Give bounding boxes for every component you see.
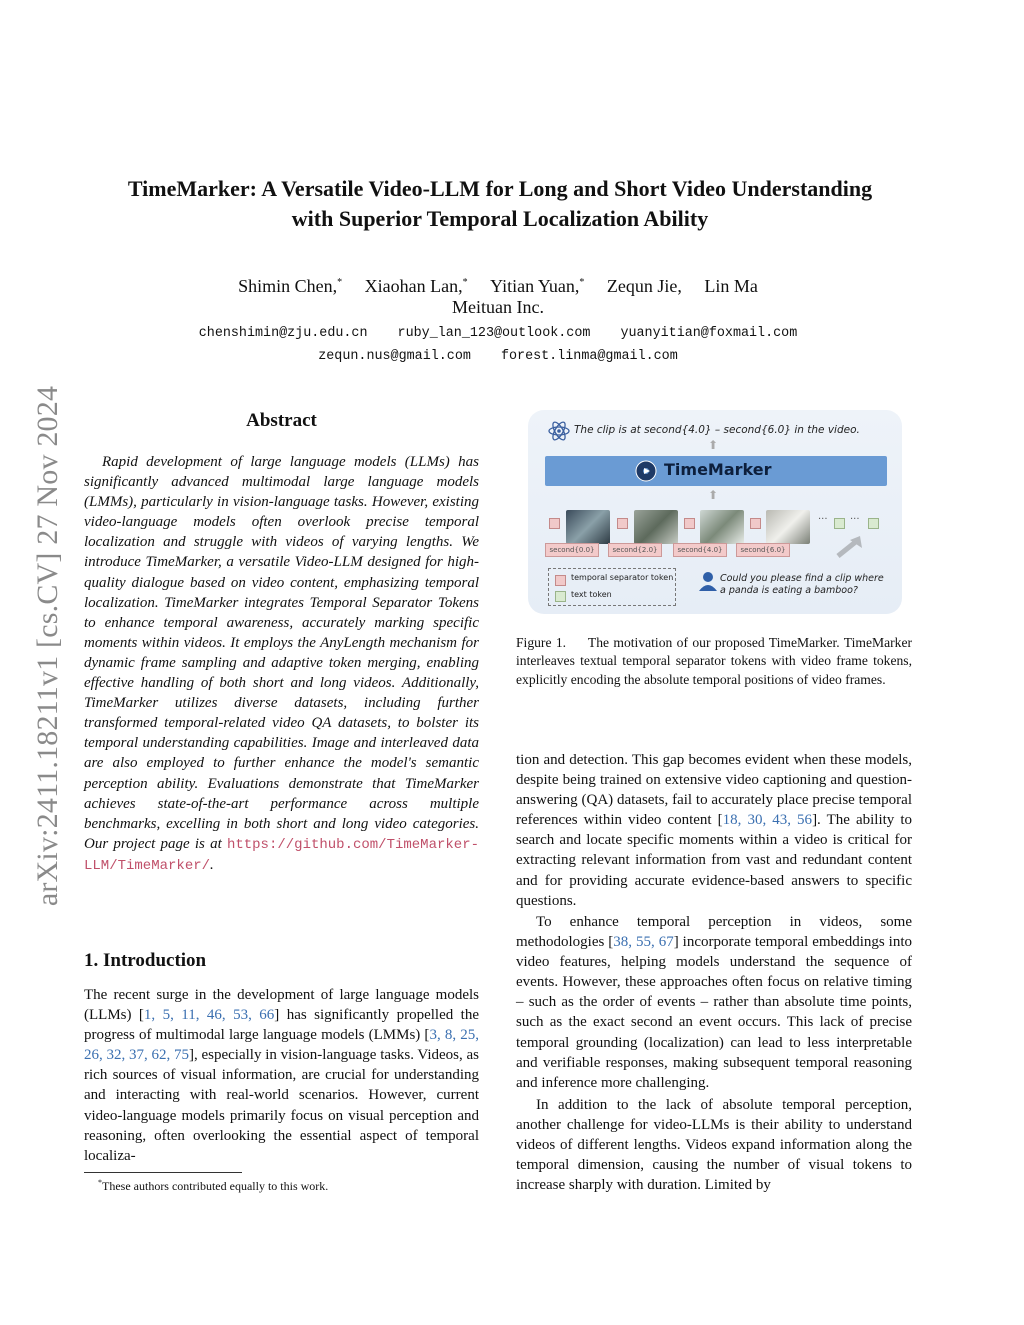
legend-text-swatch: [555, 591, 566, 602]
author: Lin Ma: [704, 276, 758, 296]
email[interactable]: chenshimin@zju.edu.cn: [198, 326, 368, 341]
timestamp-label: second{2.0}: [608, 543, 662, 557]
separator-token: [750, 518, 761, 529]
separator-token: [684, 518, 695, 529]
citation-links[interactable]: 1, 5, 11, 46, 53, 66: [143, 1007, 275, 1024]
affiliation: Meituan Inc.: [452, 297, 544, 317]
intro-paragraph-3: To enhance temporal perception in videos, some methodologies [38, 55, 67] incorporate temporal embeddings into video features, helping models understand the sequence of events. However, these approaches often focus on relative timing – such as the order of events – rather than absolute time points, such as the exact second an event occurs. This lack of precise temporal grounding (localization) can lead to less interpretable and verifiable responses, making subsequent temporal reasoning and inference more challenging.: [516, 914, 912, 1091]
arrow-up-icon: ⬆: [708, 488, 719, 502]
email[interactable]: forest.linma@gmail.com: [500, 349, 678, 364]
figure-caption: Figure 1. The motivation of our proposed TimeMarker. TimeMarker interleaves textual temporal separator tokens with video frame tokens, explicitly encoding the absolute temporal positions of video frames.: [516, 635, 913, 687]
title-line-1: TimeMarker: A Versatile Video-LLM for Long and Short Video Understanding: [127, 176, 873, 201]
model-answer: The clip is at second{4.0} – second{6.0} in the video.: [574, 424, 860, 436]
figure-1: [528, 410, 902, 614]
text-token: [834, 518, 845, 529]
film-reel-icon: [634, 459, 658, 483]
video-frame: [700, 510, 744, 544]
email[interactable]: zequn.nus@gmail.com: [318, 349, 471, 364]
footnote: *These authors contributed equally to this work.: [98, 1178, 329, 1193]
author: Zequn Jie,: [606, 276, 682, 296]
model-name: TimeMarker: [664, 460, 772, 479]
timestamp-label: second{4.0}: [673, 543, 727, 557]
email-list: [60, 322, 936, 368]
author: Xiaohan Lan,*: [364, 276, 468, 296]
legend-text-label: text token: [571, 590, 612, 599]
ellipsis: ···: [850, 514, 860, 525]
abstract-body: Rapid development of large language models (LLMs) has significantly advanced multimodal large language models (LMMs), particularly in vision-language tasks. However, existing video-language models often overlook precise temporal localization and struggle with videos of varying lengths. We introduce TimeMarker, a versatile Video-LLM designed for high-quality dialogue based on video content, emphasizing temporal localization. TimeMarker integrates Temporal Separator Tokens to enhance temporal awareness, accurately marking specific moments within videos. It employs the AnyLength mechanism for dynamic frame sampling and adaptive token merging, enabling effective handling of both short and long videos. Additionally, TimeMarker utilizes diverse datasets, including further transformed temporal-related video QA datasets, to bolster its temporal understanding capabilities. Image and interleaved data are also employed to further enhance the model's semantic perception ability. Evaluations demonstrate that TimeMarker achieves state-of-the-art performance across multiple benchmarks, excelling in both short and long video categories. Our project page is at https://github.com/TimeMarker-LLM/TimeMarker/.: [84, 454, 479, 874]
section-heading-introduction: 1. Introduction: [84, 950, 207, 971]
video-frame: [566, 510, 610, 544]
intro-paragraph-4: In addition to the lack of absolute temporal perception, another challenge for video-LLMs is their ability to understand videos of different lengths. Videos expand information along the temporal dimension, causing the number of visual tokens to increase sharply with duration. Limited by: [516, 1097, 912, 1194]
intro-paragraph-2: tion and detection. This gap becomes evident when these models, despite being trained on extensive video captioning and question-answering (QA) datasets, fail to accurately place precise temporal references within video content [18, 30, 43, 56]. The ability to search and locate specific moments within a video is critical for extracting relevant information from vast and redundant content and for providing accurate evidence-based answers to specific questions.: [516, 752, 913, 909]
author: Yitian Yuan,*: [490, 276, 585, 296]
atom-icon: [548, 420, 570, 442]
intro-paragraph-1: The recent surge in the development of large language models (LLMs) [1, 5, 11, 46, 53, 66] has significantly propelled the progress of multimodal large language models (LMMs) [3, 8, 25, 26, 32, 37, 62, 75], especially in vision-language tasks. Videos, as rich sources of visual information, are crucial for understanding and interacting with real-world scenarios. However, current video-language models primarily focus on visual perception and reasoning, often overlooking the essential aspect of temporal localiza-: [84, 987, 480, 1164]
title-line-2: with Superior Temporal Localization Ability: [291, 206, 709, 231]
footnote-rule: [84, 1172, 242, 1173]
separator-token: [549, 518, 560, 529]
user-icon: [698, 570, 718, 592]
legend: [548, 568, 676, 606]
author: Shimin Chen,*: [238, 276, 343, 296]
arrow-up-icon: ⬆: [708, 438, 719, 452]
timestamp-label: second{0.0}: [545, 543, 599, 557]
email[interactable]: yuanyitian@foxmail.com: [620, 326, 798, 341]
author-list: [60, 271, 936, 298]
email[interactable]: ruby_lan_123@outlook.com: [397, 326, 591, 341]
citation-links[interactable]: 3, 8, 25, 26, 32, 37, 62, 75: [84, 1027, 480, 1064]
project-link[interactable]: https://github.com/TimeMarker-LLM/TimeMarker/: [84, 836, 479, 874]
legend-separator-label: temporal separator token: [571, 573, 674, 582]
arrow-icon: [834, 534, 864, 560]
user-question: Could you please find a clip where a panda is eating a bamboo?: [720, 573, 884, 596]
citation-links[interactable]: 38, 55, 67: [613, 934, 674, 951]
abstract-heading: Abstract: [246, 410, 317, 431]
citation-links[interactable]: 18, 30, 43, 56: [722, 812, 813, 829]
paper-title: [60, 174, 940, 234]
arxiv-id: arXiv:2411.18211v1 [cs.CV] 27 Nov 2024: [31, 385, 64, 907]
timestamp-label: second{6.0}: [736, 543, 790, 557]
video-frame: [634, 510, 678, 544]
separator-token: [617, 518, 628, 529]
video-frame: [766, 510, 810, 544]
legend-separator-swatch: [555, 575, 566, 586]
ellipsis: ···: [818, 514, 828, 525]
text-token: [868, 518, 879, 529]
